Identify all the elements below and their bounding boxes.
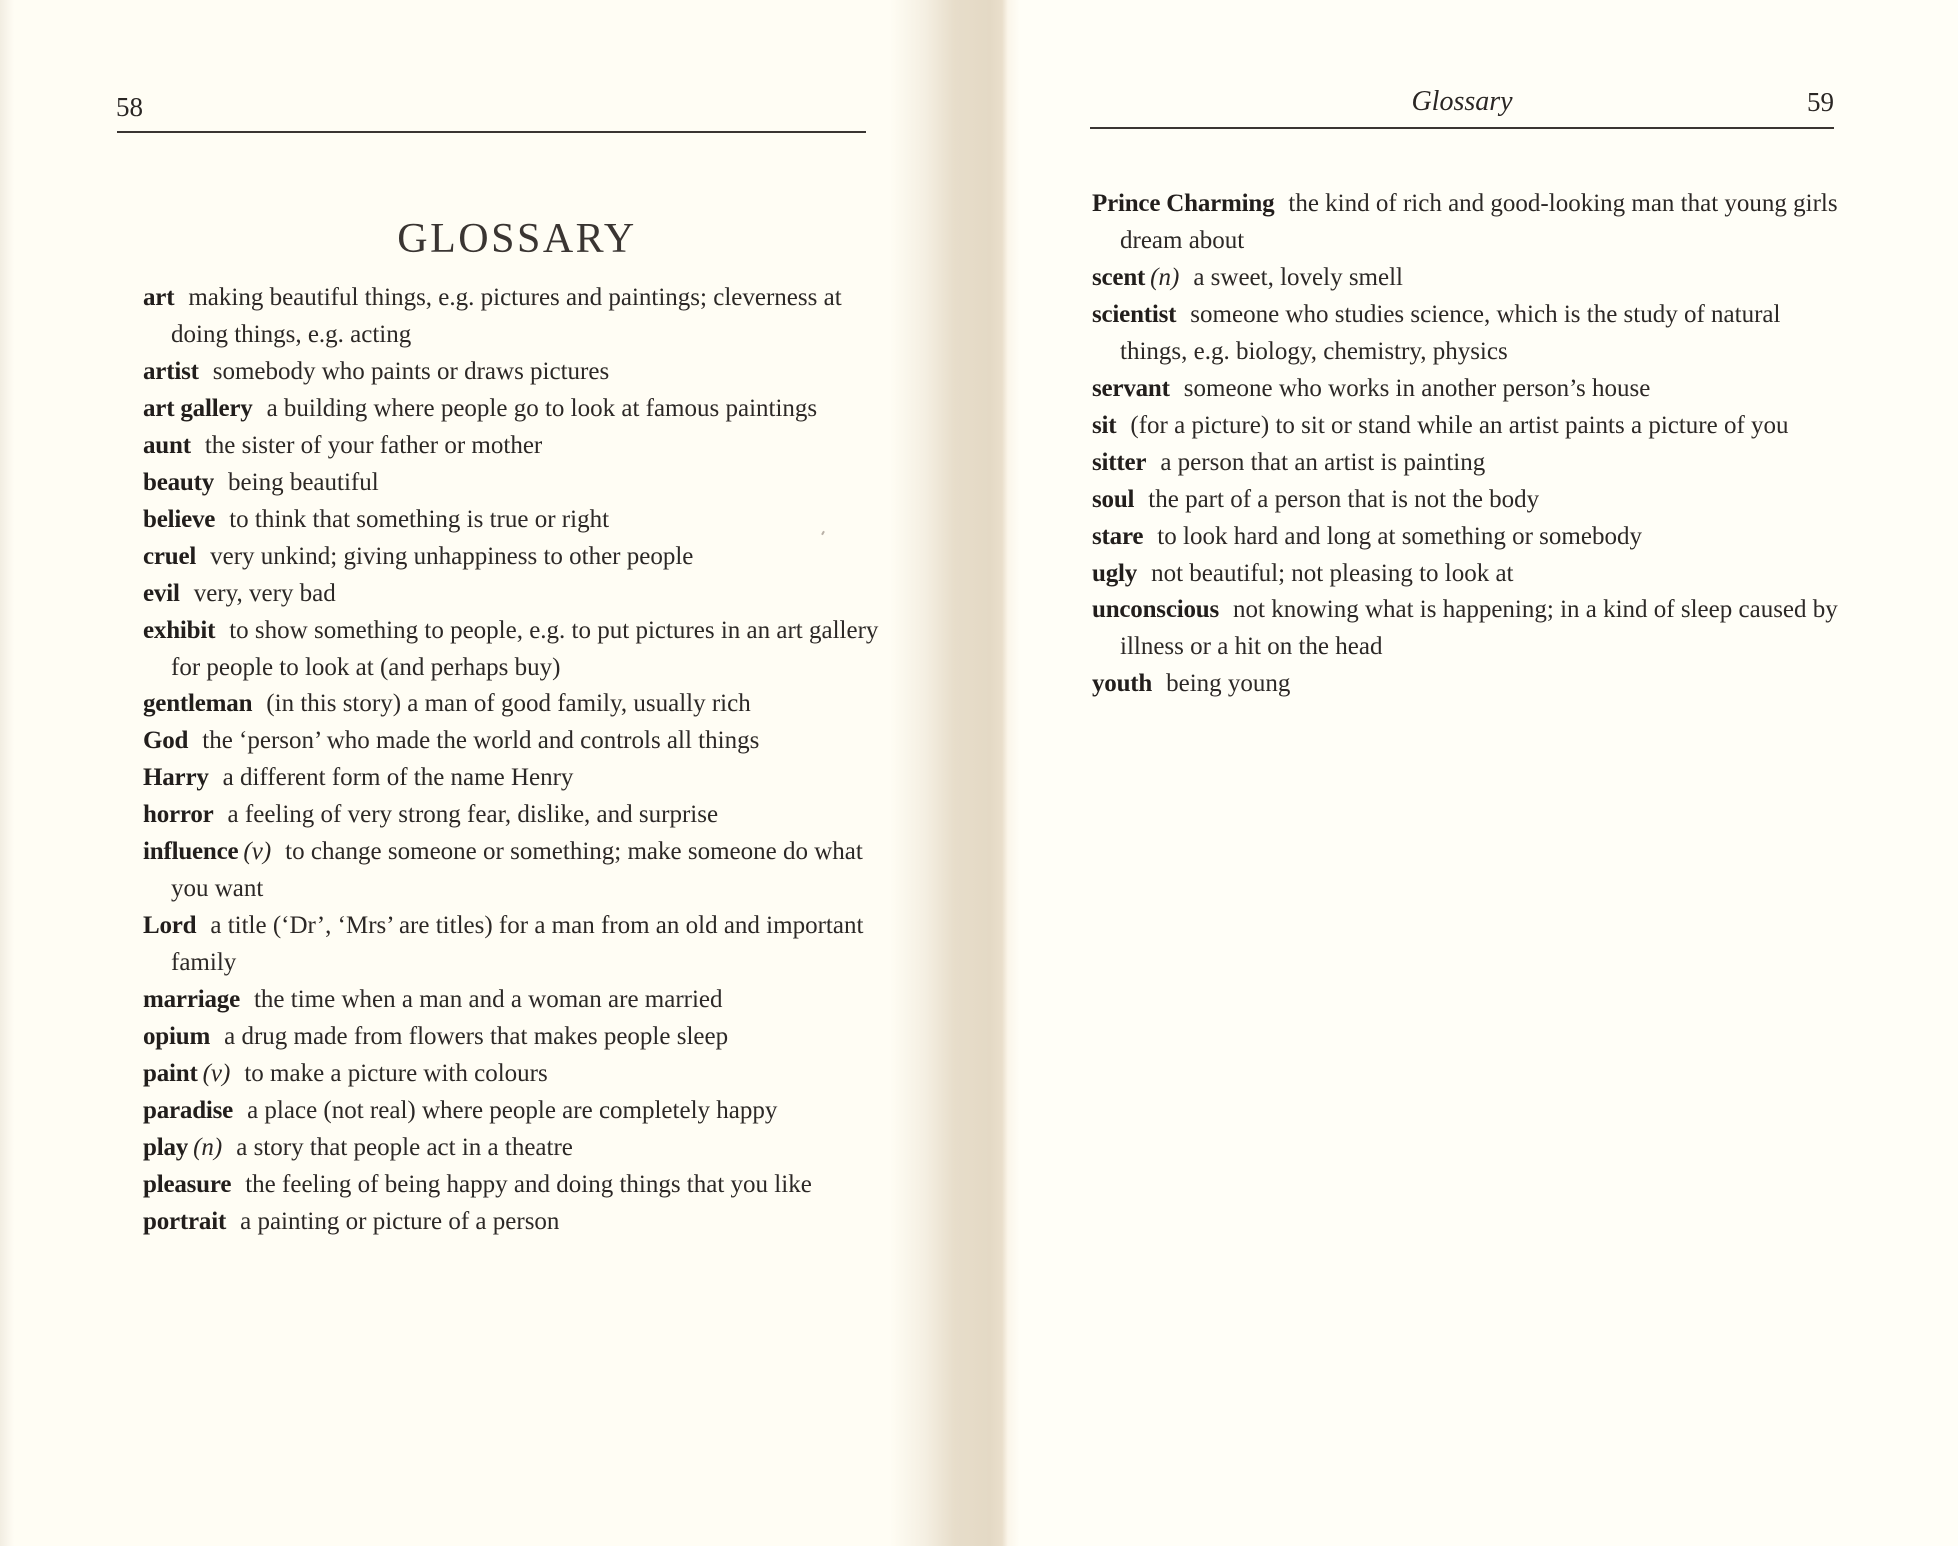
glossary-term: beauty: [143, 468, 215, 496]
glossary-definition: somebody who paints or draws pictures: [212, 357, 610, 385]
glossary-entry: [1092, 408, 1852, 445]
glossary-definition: to think that something is true or right: [229, 505, 610, 533]
glossary-entry: [143, 539, 883, 576]
glossary-entry: [1092, 592, 1852, 666]
glossary-entry: [1092, 482, 1852, 519]
glossary-entry: [143, 576, 883, 613]
page-number-left: 58: [116, 92, 143, 122]
glossary-term: gentleman: [143, 690, 253, 718]
glossary-entry: [143, 686, 883, 723]
glossary-entry: [1092, 371, 1852, 408]
glossary-entry: [143, 908, 883, 982]
glossary-term: portrait: [143, 1207, 227, 1235]
glossary-definition: the time when a man and a woman are married: [253, 986, 723, 1014]
glossary-definition: making beautiful things, e.g. pictures and paintings; cleverness at doing things, e.g. acting: [171, 284, 842, 348]
page-title: GLOSSARY: [397, 216, 637, 263]
glossary-entry: [1092, 260, 1852, 297]
glossary-term: paradise: [143, 1096, 234, 1124]
glossary-term: Harry: [143, 764, 209, 792]
glossary-entry: [143, 465, 883, 502]
glossary-entry: [143, 1056, 883, 1093]
glossary-definition: a feeling of very strong fear, dislike, and surprise: [227, 801, 719, 829]
glossary-entry: [143, 982, 883, 1019]
glossary-term: scientist: [1092, 300, 1177, 328]
glossary-definition: a title (‘Dr’, ‘Mrs’ are titles) for a man from an old and important family: [171, 912, 864, 977]
glossary-term: paint: [143, 1060, 198, 1088]
glossary-term: cruel: [143, 542, 197, 570]
glossary-entry: [143, 613, 883, 687]
glossary-definition: very, very bad: [193, 579, 336, 607]
glossary-definition: someone who studies science, which is the study of natural things, e.g. biology, chemistry, physics: [1120, 300, 1781, 365]
glossary-entry: [1092, 666, 1852, 703]
glossary-definition: a place (not real) where people are completely happy: [247, 1096, 778, 1124]
glossary-list-right: [1092, 186, 1852, 703]
glossary-entry: [1092, 186, 1852, 260]
glossary-entry: [1092, 519, 1852, 556]
glossary-entry: [143, 280, 883, 354]
glossary-definition: very unkind; giving unhappiness to other people: [210, 542, 694, 570]
glossary-entry: [143, 1019, 883, 1056]
glossary-term: God: [143, 727, 189, 755]
page-edge-shadow: [0, 0, 14, 1546]
glossary-term: exhibit: [143, 616, 216, 644]
glossary-entry: [1092, 445, 1852, 482]
glossary-term: horror: [143, 801, 214, 829]
glossary-entry: [1092, 297, 1852, 371]
glossary-definition: (for a picture) to sit or stand while an artist paints a picture of you: [1130, 411, 1789, 439]
running-head: Glossary: [1411, 86, 1513, 117]
glossary-term: believe: [143, 505, 216, 533]
glossary-term: art gallery: [143, 394, 253, 422]
part-of-speech: (v): [243, 838, 272, 866]
glossary-term: artist: [143, 357, 199, 385]
glossary-term: stare: [1092, 522, 1144, 550]
glossary-definition: the part of a person that is not the body: [1148, 485, 1540, 513]
glossary-term: Prince Charming: [1092, 190, 1275, 217]
glossary-term: scent: [1092, 263, 1146, 291]
glossary-definition: to show something to people, e.g. to put pictures in an art gallery for people to look at (and perhaps buy): [171, 616, 879, 681]
part-of-speech: (n): [1150, 263, 1180, 291]
glossary-entry: [143, 723, 883, 760]
glossary-definition: a painting or picture of a person: [240, 1207, 560, 1235]
glossary-term: soul: [1092, 485, 1135, 513]
glossary-definition: a story that people act in a theatre: [236, 1133, 573, 1161]
header-rule-left: [117, 131, 866, 133]
glossary-term: evil: [143, 579, 180, 607]
glossary-term: pleasure: [143, 1170, 232, 1198]
gutter-shadow: [890, 0, 1020, 1546]
glossary-term: Lord: [143, 912, 197, 940]
glossary-term: art: [143, 284, 175, 311]
glossary-definition: someone who works in another person’s house: [1183, 374, 1651, 402]
glossary-term: aunt: [143, 431, 191, 459]
glossary-term: opium: [143, 1023, 211, 1051]
glossary-definition: the kind of rich and good-looking man that young girls dream about: [1120, 190, 1838, 254]
glossary-term: unconscious: [1092, 596, 1220, 624]
part-of-speech: (n): [193, 1133, 223, 1161]
glossary-definition: being beautiful: [228, 468, 379, 496]
header-rule-right: [1090, 127, 1834, 129]
glossary-definition: the ‘person’ who made the world and controls all things: [202, 727, 760, 755]
glossary-definition: being young: [1166, 670, 1291, 698]
glossary-entry: [143, 834, 883, 908]
glossary-definition: a different form of the name Henry: [222, 764, 574, 792]
glossary-entry: [143, 502, 883, 539]
glossary-definition: the feeling of being happy and doing things that you like: [245, 1170, 812, 1198]
glossary-term: marriage: [143, 986, 240, 1014]
glossary-term: servant: [1092, 374, 1170, 402]
glossary-list-left: [143, 280, 883, 1241]
glossary-definition: not knowing what is happening; in a kind of sleep caused by illness or a hit on the head: [1120, 596, 1838, 661]
glossary-entry: [1092, 556, 1852, 593]
glossary-definition: a person that an artist is painting: [1160, 448, 1486, 476]
glossary-term: youth: [1092, 670, 1153, 698]
glossary-definition: to make a picture with colours: [244, 1060, 548, 1088]
glossary-entry: [143, 354, 883, 391]
glossary-definition: not beautiful; not pleasing to look at: [1151, 559, 1514, 587]
glossary-definition: to look hard and long at something or somebody: [1157, 522, 1642, 550]
glossary-entry: [143, 428, 883, 465]
glossary-entry: [143, 1130, 883, 1167]
glossary-definition: a building where people go to look at famous paintings: [266, 394, 818, 422]
glossary-entry: [143, 1204, 883, 1241]
glossary-definition: (in this story) a man of good family, usually rich: [266, 690, 751, 718]
glossary-entry: [143, 391, 883, 428]
glossary-term: ugly: [1092, 559, 1138, 587]
glossary-term: sitter: [1092, 448, 1147, 476]
glossary-entry: [143, 797, 883, 834]
page-number-right: 59: [1807, 87, 1834, 117]
part-of-speech: (v): [202, 1060, 231, 1088]
glossary-term: sit: [1092, 411, 1117, 439]
glossary-entry: [143, 760, 883, 797]
glossary-term: play: [143, 1133, 189, 1161]
glossary-entry: [143, 1167, 883, 1204]
glossary-definition: a sweet, lovely smell: [1193, 263, 1403, 291]
glossary-definition: the sister of your father or mother: [204, 431, 543, 459]
glossary-definition: a drug made from flowers that makes people sleep: [224, 1023, 729, 1051]
glossary-term: influence: [143, 838, 239, 866]
glossary-definition: to change someone or something; make someone do what you want: [171, 838, 863, 903]
glossary-entry: [143, 1093, 883, 1130]
